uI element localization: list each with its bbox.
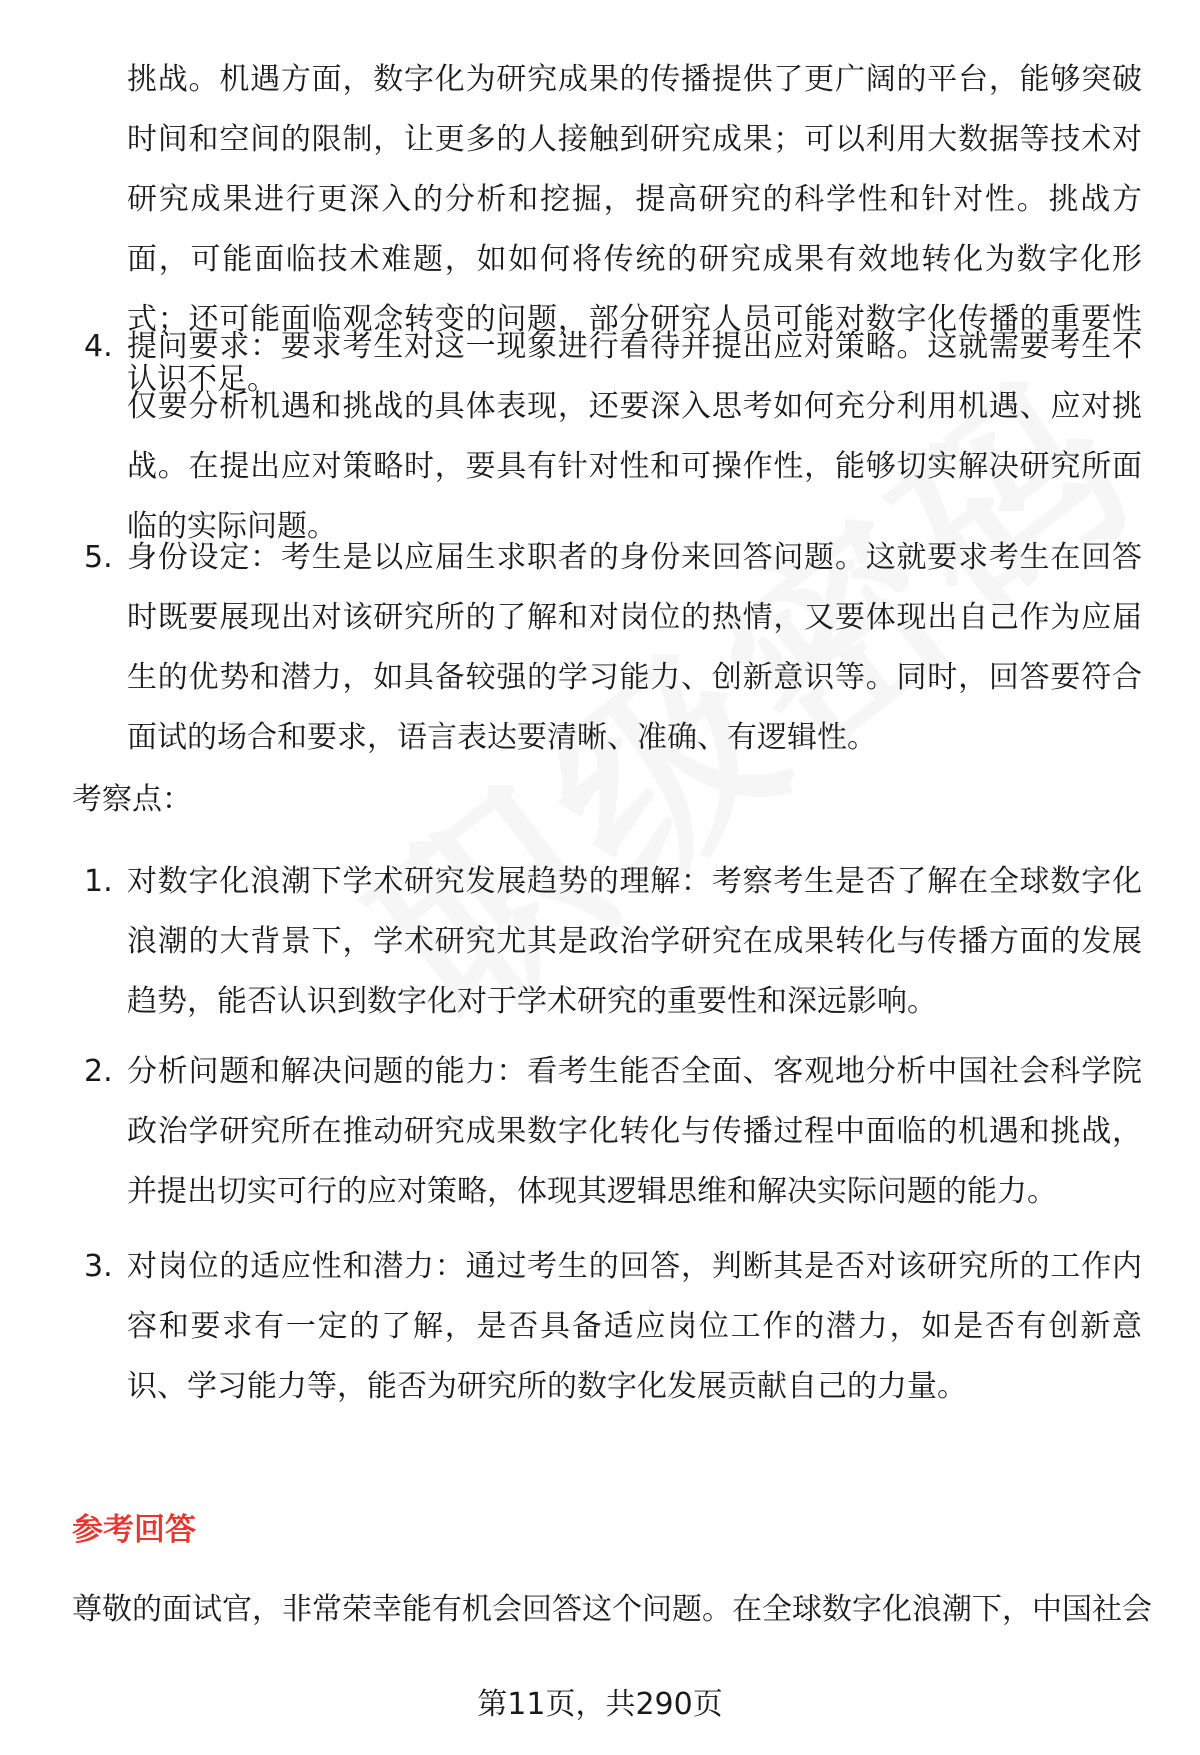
exam-points-label: 考察点： xyxy=(72,782,192,817)
continuation-paragraph: 挑战。机遇方面，数字化为研究成果的传播提供了更广阔的平台，能够突破时间和空间的限制，让更多的人接触到研究成果；可以利用大数据等技术对研究成果进行更深入的分析和挖掘，提高研究的科学性和针对性。挑战方面，可能面临技术难题，如如何将传统的研究成果有效地转化为数字化形式；还可能面临观念转变的问题，部分研究人员可能对数字化传播的重要性认识不足。 xyxy=(127,62,1142,397)
item-text: 对岗位的适应性和潜力：通过考生的回答，判断其是否对该研究所的工作内容和要求有一定的了解，是否具备适应岗位工作的潜力，如是否有创新意识、学习能力等，能否为研究所的数字化发展贡献自己的力量。 xyxy=(127,1249,1142,1404)
item-text: 分析问题和解决问题的能力：看考生能否全面、客观地分析中国社会科学院政治学研究所在推动研究成果数字化转化与传播过程中面临的机遇和挑战，并提出切实可行的应对策略，体现其逻辑思维和解决实际问题的能力。 xyxy=(127,1054,1142,1209)
item-text: 对数字化浪潮下学术研究发展趋势的理解：考察考生是否了解在全球数字化浪潮的大背景下，学术研究尤其是政治学研究在成果转化与传播方面的发展趋势，能否认识到数字化对于学术研究的重要性和深远影响。 xyxy=(127,864,1142,1019)
reference-answer-text: 尊敬的面试官，非常荣幸能有机会回答这个问题。在全球数字化浪潮下，中国社会 xyxy=(72,1592,1152,1627)
item-text: 身份设定：考生是以应届生求职者的身份来回答问题。这就要求考生在回答时既要展现出对该研究所的了解和对岗位的热情，又要体现出自己作为应届生的优势和潜力，如具备较强的学习能力、创新意识等。同时，回答要符合面试的场合和要求，语言表达要清晰、准确、有逻辑性。 xyxy=(127,540,1142,755)
item-number: 1. xyxy=(84,864,113,899)
item-number: 2. xyxy=(84,1054,113,1089)
item-number: 3. xyxy=(84,1249,113,1284)
item-number: 5. xyxy=(84,540,113,575)
item-number: 4. xyxy=(84,329,113,364)
reference-answer-heading: 参考回答 xyxy=(72,1512,196,1548)
page-footer: 第11页，共290页 xyxy=(477,1687,723,1722)
item-text: 提问要求：要求考生对这一现象进行看待并提出应对策略。这就需要考生不仅要分析机遇和挑战的具体表现，还要深入思考如何充分利用机遇、应对挑战。在提出应对策略时，要具有针对性和可操作性，能够切实解决研究所面临的实际问题。 xyxy=(127,329,1142,544)
